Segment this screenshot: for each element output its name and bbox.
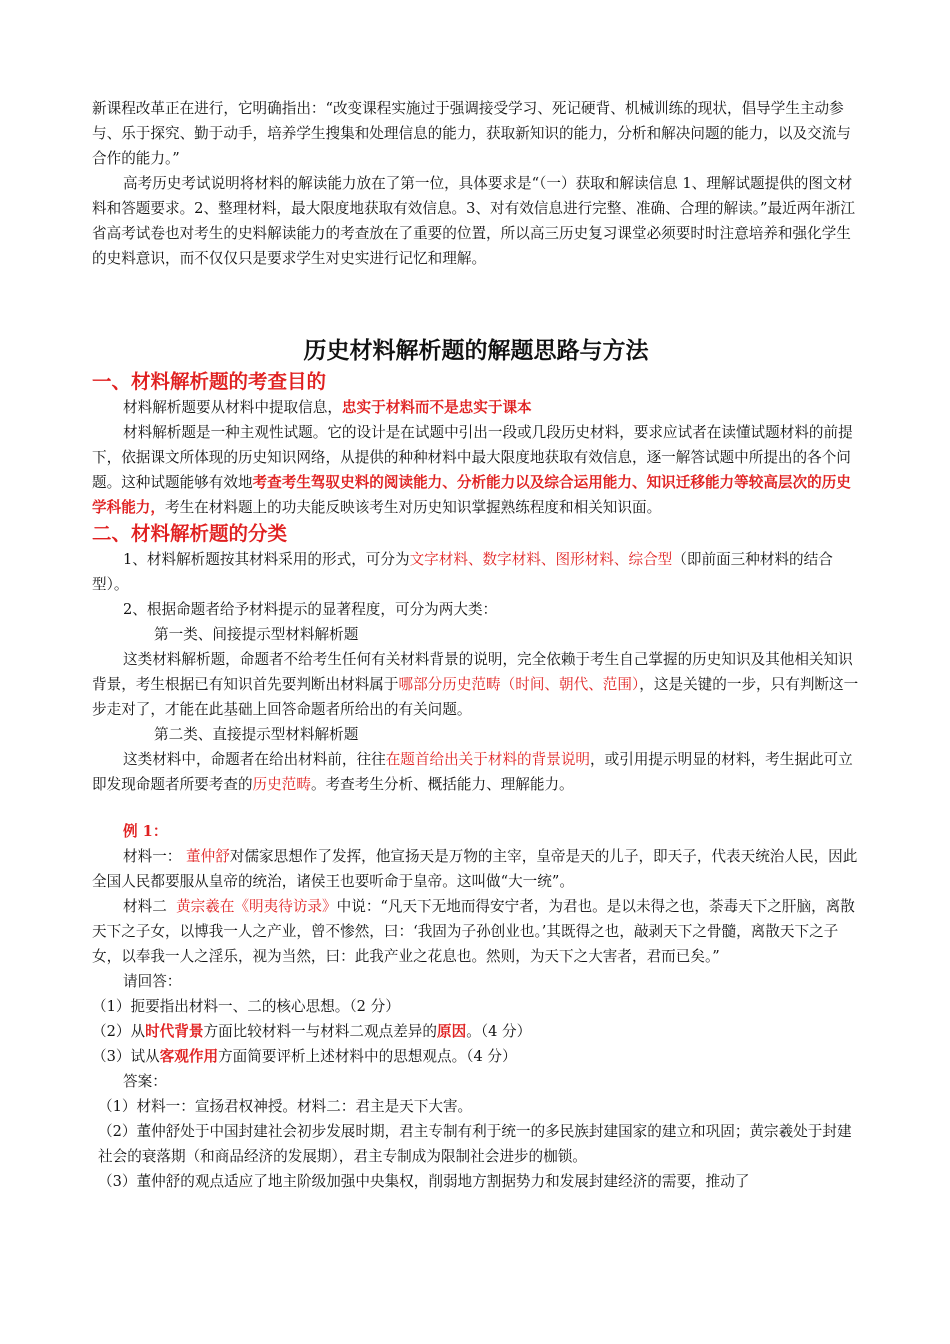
material-1	[92, 844, 860, 894]
highlight-text: 客观作用	[159, 1048, 219, 1065]
text: 1、材料解析题按其材料采用的形式，可分为	[123, 551, 410, 568]
page-title: 历史材料解析题的解题思路与方法	[303, 338, 649, 364]
highlight-text: 忠实于材料而不是忠实于课本	[341, 399, 532, 416]
text: 材料二	[123, 898, 167, 915]
highlight-text: 哪部分历史范畴（时间、朝代、范围）	[398, 676, 640, 693]
text: 对儒家思想作了发挥，他宣扬天是万物的主宰，皇帝是天的儿子，即天子，代表天统治人民，因此全国人民都要服从皇帝的统治，诸侯王也要听命于皇帝。这叫做“大一统”。	[92, 848, 858, 890]
answer-1: （1）材料一：宣扬君权神授。材料二：君主是天下大害。	[98, 1098, 473, 1115]
highlight-text: 时代背景	[145, 1023, 204, 1040]
intro-paragraph-2: 高考历史考试说明将材料的解读能力放在了第一位，具体要求是“（一）获取和解读信息 1、理解试题提供的图文材料和答题要求。2、整理材料，最大限度地获取有效信息。3、对有效信息进行完整、准确、合理的解读。”最近两年浙江省高考试卷也对考生的史料解读能力的考查放在了重要的位置，所以高三历史复习课堂必须要时时注意培养和强化学生的史料意识，而不仅仅只是要求学生对史实进行记忆和理解。	[92, 175, 856, 267]
answer-2: （2）董仲舒处于中国封建社会初步发展时期，君主专制有利于统一的多民族封建国家的建立和巩固；黄宗羲处于封建社会的衰落期（和商品经济的发展期），君主专制成为限制社会进步的枷锁。	[98, 1123, 852, 1165]
section-1-paragraph-1	[92, 395, 860, 420]
type-2-label: 第二类、直接提示型材料解析题	[154, 726, 359, 743]
text: 方面比较材料一与材料二观点差异的	[203, 1023, 437, 1040]
highlight-text: 考查考生驾驭史料的阅读能力、分析能力以及综合运用能力、知识迁移能力等较高层次的历史学科能力，	[92, 474, 851, 516]
text: 。考查考生分析、概括能力、理解能力。	[310, 776, 574, 793]
example-label: 例 1：	[123, 823, 168, 840]
highlight-text: 在题首给出关于材料的背景说明	[385, 751, 591, 768]
question-3	[92, 1044, 860, 1069]
section-2-paragraph-2: 2、根据命题者给予材料提示的显著程度，可分为两大类：	[123, 601, 498, 618]
answer-label: 答案：	[123, 1073, 167, 1090]
type-1-label: 第一类、间接提示型材料解析题	[154, 626, 359, 643]
section-2-paragraph-4	[92, 747, 860, 797]
text: 材料解析题要从材料中提取信息，	[123, 399, 342, 416]
highlight-text: 历史范畴	[252, 776, 311, 793]
text: 方面简要评析上述材料中的思想观点。（4 分）	[218, 1048, 517, 1065]
text: 考生在材料题上的功夫能反映该考生对历史知识掌握熟练程度和相关知识面。	[164, 499, 662, 516]
section-1-paragraph-2	[92, 420, 860, 520]
document-page	[92, 96, 860, 1194]
section-2-paragraph-1	[92, 547, 860, 597]
intro-paragraph-1: 新课程改革正在进行，它明确指出：“改变课程实施过于强调接受学习、死记硬背、机械训练的现状，倡导学生主动参与、乐于探究、勤于动手，培养学生搜集和处理信息的能力，获取新知识的能力，分析和解决问题的能力，以及交流与合作的能力。”	[92, 100, 851, 167]
text: 这类材料解析题，命题者不给考生任何有关材料背景的说明，完全依赖于考生自己掌握的历史知识及其他相关知识背景，考生根据已有知识首先要判断出材料属于	[92, 651, 853, 693]
highlight-text: 董仲舒	[186, 848, 230, 865]
text: 中说：“凡天下无地而得安宁者，为君也。是以未得之也，荼毒天下之肝脑，离散天下之子女，以博我一人之产业，曾不惨然，曰：‘我固为子孙创业也。’其既得之也，敲剥天下之骨髓，离散天下之子女，以奉我一人之淫乐，视为当然，曰：此我产业之花息也。然则，为天下之大害者，君而已矣。”	[92, 898, 855, 965]
text: （3）试从	[92, 1048, 160, 1065]
text: ，这是关键的一步，只有判断这一步走对了，才能在此基础上回答命题者所给出的有关问题。	[92, 676, 859, 718]
section-2-paragraph-3	[92, 647, 860, 722]
highlight-text: 黄宗羲在《明夷待访录》	[176, 898, 337, 915]
text: 。（4 分）	[466, 1023, 532, 1040]
material-2	[92, 894, 860, 969]
question-2	[92, 1019, 860, 1044]
text: 这类材料中，命题者在给出材料前，往往	[123, 751, 386, 768]
section-1-heading: 一、材料解析题的考查目的	[92, 370, 327, 393]
text: （2）从	[92, 1023, 146, 1040]
text: 材料解析题是一种主观性试题。它的设计是在试题中引出一段或几段历史材料，要求应试者在读懂试题材料的前提下，依据课文所体现的历史知识网络，从提供的种种材料中最大限度地获取有效信息，逐一解答试题中所提出的各个问题。这种试题能够有效地	[92, 424, 853, 491]
text: （即前面三种材料的结合型）。	[92, 551, 833, 593]
text: 材料一：	[123, 848, 182, 865]
highlight-text: 文字材料、数字材料、图形材料、综合型	[409, 551, 673, 568]
question-1: （1）扼要指出材料一、二的核心思想。（2 分）	[92, 998, 400, 1015]
answer-3: （3）董仲舒的观点适应了地主阶级加强中央集权，削弱地方割据势力和发展封建经济的需要，推动了	[98, 1173, 750, 1190]
question-prompt: 请回答：	[123, 973, 182, 990]
highlight-text: 原因	[436, 1023, 467, 1040]
section-2-heading: 二、材料解析题的分类	[92, 522, 288, 545]
text: ，或引用提示明显的材料，考生据此可立即发现命题者所要考查的	[92, 751, 853, 793]
